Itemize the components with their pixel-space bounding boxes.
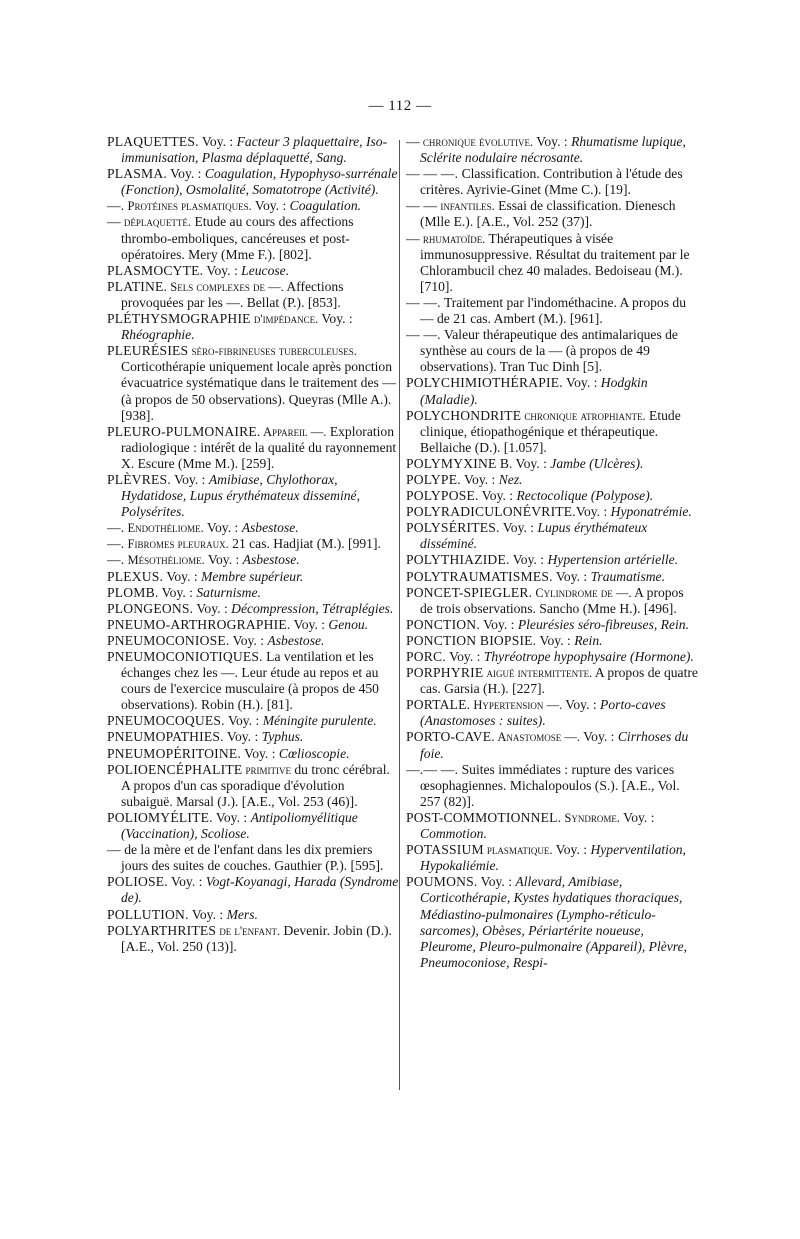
entry-text: Essai de classification. Dienesch (Mlle E.). [A.E., Vol. 252 (37)]. xyxy=(420,198,676,230)
entry-qualifier: rhumatoïde. xyxy=(419,231,486,246)
index-entry xyxy=(107,907,399,923)
entry-heading: POLYMYXINE xyxy=(406,455,497,471)
index-entry xyxy=(107,134,399,166)
index-entry xyxy=(107,214,399,262)
entry-text: La ventilation et les échanges chez les —. Leur étude au repos et au cours de l'exercice musculaire (à propos de 450 observations). Robin (H.). [81]. xyxy=(121,649,379,713)
entry-text: Voy. : xyxy=(251,198,290,214)
index-entry xyxy=(107,520,399,536)
entry-heading: — —. xyxy=(406,294,441,310)
entry-crossref: Coagulation. xyxy=(289,198,362,214)
entry-crossref: Rhéographie. xyxy=(121,327,195,343)
entry-qualifier: Hypertension —. xyxy=(470,698,563,713)
entry-heading: —. xyxy=(107,552,125,568)
entry-text: Voy. : xyxy=(536,632,575,648)
entry-text: Voy. : xyxy=(445,649,484,664)
entry-text: Voy. : xyxy=(240,745,279,761)
index-entry xyxy=(406,134,698,166)
entry-text: Voy. : xyxy=(163,568,202,584)
entry-crossref: Rein. xyxy=(574,632,603,648)
entry-qualifier: séro-fibrineuses tuberculeuses. xyxy=(188,344,357,359)
entry-crossref: Cœlioscopie. xyxy=(278,745,350,761)
entry-text: Voy. : xyxy=(552,842,591,858)
index-entry xyxy=(406,375,698,407)
entry-heading: —. xyxy=(107,520,125,536)
entry-heading: POLYPE. xyxy=(406,471,461,487)
entry-text: Voy. : xyxy=(579,729,618,745)
index-entry xyxy=(107,874,399,906)
entry-crossref: Antipoliomyélitique (Vaccination), Scoliose. xyxy=(121,809,358,842)
entry-heading: POLIOMYÉLITE. xyxy=(107,809,213,825)
entry-crossref: Lupus érythémateux disséminé. xyxy=(420,520,648,552)
entry-heading: PONCTION BIOPSIE. xyxy=(406,632,537,648)
index-entry xyxy=(107,729,399,745)
entry-crossref: Nez. xyxy=(498,471,523,487)
entry-crossref: Coagulation, Hypophyso-surrénale (Fonction), Osmolalité, Somatotrope (Activité). xyxy=(121,166,398,198)
entry-crossref: Rhumatisme lupique, Sclérite nodulaire nécrosante. xyxy=(420,134,686,166)
index-entry xyxy=(107,746,399,762)
entry-text: Voy. : xyxy=(224,713,263,729)
entry-text: A propos de trois observations. Sancho (Mme H.). [496]. xyxy=(420,584,684,616)
entry-text: Voy. : xyxy=(203,262,242,278)
index-entry xyxy=(107,842,399,874)
index-entry xyxy=(107,713,399,729)
entry-heading: PLASMOCYTE. xyxy=(107,262,204,278)
entry-text: Voy. : xyxy=(188,906,227,922)
entry-text: Voy. : xyxy=(479,616,518,632)
entry-text: Valeur thérapeutique des antimalariques de synthèse au cours de la — (à propos de 49 observations). Tran Tuc Dinh [5]. xyxy=(420,327,678,375)
entry-text: B. Voy. : xyxy=(496,455,551,471)
entry-text: Voy. : xyxy=(318,311,353,327)
entry-heading: PLONGEONS. xyxy=(107,600,194,616)
index-entry xyxy=(107,279,399,311)
index-entry xyxy=(107,649,399,713)
index-entry xyxy=(406,762,698,810)
entry-heading: POTASSIUM xyxy=(406,842,484,858)
index-entry xyxy=(107,617,399,633)
entry-qualifier: Syndrome. xyxy=(561,810,620,825)
entry-heading: PLÉTHYSMOGRAPHIE xyxy=(107,311,251,327)
index-entry xyxy=(107,569,399,585)
entry-crossref: Genou. xyxy=(328,616,369,632)
entry-qualifier: Protéines plasmatiques. xyxy=(124,199,252,214)
entry-heading: PLEURÉSIES xyxy=(107,343,189,359)
index-entry xyxy=(107,762,399,810)
entry-heading: PNEUMOCONIOSE. xyxy=(107,632,230,648)
entry-text: Voy. : xyxy=(477,874,516,890)
entry-heading: PLOMB. xyxy=(107,584,159,600)
entry-crossref: Saturnisme. xyxy=(196,584,261,600)
page-number: — 112 — xyxy=(368,98,432,114)
entry-heading: — xyxy=(406,134,420,149)
entry-qualifier: chronique évolutive. xyxy=(419,135,534,149)
index-entry xyxy=(107,601,399,617)
entry-crossref: Membre supérieur. xyxy=(201,568,304,584)
entry-heading: PORC. xyxy=(406,649,446,664)
entry-heading: POLYARTHRITES xyxy=(107,922,217,938)
entry-heading: POUMONS. xyxy=(406,874,478,890)
index-entry xyxy=(406,569,698,585)
index-entry xyxy=(406,649,698,665)
index-entry xyxy=(406,504,698,520)
entry-text: Voy. : xyxy=(460,471,499,487)
entry-text: A propos de quatre cas. Garsia (H.). [227]. xyxy=(420,665,698,697)
entry-heading: —. xyxy=(107,198,125,214)
index-entry xyxy=(107,343,399,423)
entry-crossref: Hyperventilation, Hypokaliémie. xyxy=(420,842,686,874)
entry-crossref: Allevard, Amibiase, Corticothérapie, Kystes hydatiques thoraciques, Médiastino-pulmonaires (Lympho-réticulo-sarcomes), Obèses, Périartérite noueuse, Pleurome, Pleuro-pulmonaire (Appareil), Plèvre, Pneumoconiose, Respi- xyxy=(420,874,688,970)
entry-qualifier: aiguë intermittente. xyxy=(483,666,593,681)
entry-heading: PNEUMOCONIOTIQUES. xyxy=(107,649,263,664)
column-divider xyxy=(399,140,400,1090)
entry-text: Suites immédiates : rupture des varices œsophagiennes. Michalopoulos (S.). [A.E., Vol. 257 (82)]. xyxy=(420,761,680,809)
entry-heading: PNEUMO-ARTHROGRAPHIE. xyxy=(107,616,291,632)
index-entry xyxy=(107,552,399,568)
entry-text: Voy. : xyxy=(204,552,243,568)
entry-text: Voy. : xyxy=(499,520,538,536)
entry-text: Voy. : xyxy=(203,520,242,536)
entry-crossref: Asbestose. xyxy=(267,632,325,648)
index-entry xyxy=(406,408,698,456)
index-entry xyxy=(406,585,698,617)
entry-heading: PORTALE. xyxy=(406,697,471,713)
entry-text: Voy. : xyxy=(478,488,517,504)
index-entry xyxy=(107,166,399,198)
entry-text: Voy. : xyxy=(198,134,237,149)
entry-qualifier: de l'enfant. xyxy=(216,923,281,938)
index-entry xyxy=(107,263,399,279)
entry-heading: PORTO-CAVE. xyxy=(406,729,495,745)
index-entry xyxy=(406,472,698,488)
index-entry xyxy=(406,456,698,472)
index-entry xyxy=(107,536,399,552)
entry-heading: PLASMA. xyxy=(107,166,167,182)
entry-crossref: Hyponatrémie. xyxy=(610,504,692,520)
entry-text: Voy. : xyxy=(170,471,209,487)
entry-qualifier: chronique atrophiante. xyxy=(521,408,646,423)
index-entry xyxy=(406,166,698,198)
entry-qualifier: Endothéliome. xyxy=(124,521,204,536)
entry-qualifier: déplaquetté. xyxy=(120,215,192,230)
entry-text: Voy. : xyxy=(290,616,329,632)
index-entry xyxy=(406,488,698,504)
index-entry xyxy=(406,552,698,568)
entry-crossref: Décompression, Tétraplégies. xyxy=(231,600,394,616)
entry-crossref: Pleurésies séro-fibreuses, Rein. xyxy=(517,616,689,632)
entry-qualifier: Mésothéliome. xyxy=(124,553,205,568)
entry-heading: POLYSÉRITES. xyxy=(406,520,500,536)
entry-heading: POLIOENCÉPHALITE xyxy=(107,761,243,777)
entry-heading: — xyxy=(107,842,121,858)
left-column xyxy=(107,134,399,955)
entry-crossref: Jambe (Ulcères). xyxy=(550,455,644,471)
entry-crossref: Hodgkin (Maladie). xyxy=(420,375,648,407)
index-entry xyxy=(406,327,698,375)
entry-heading: PLÈVRES. xyxy=(107,471,171,487)
entry-crossref: Mers. xyxy=(226,906,258,922)
index-entry xyxy=(406,198,698,230)
entry-text: du tronc cérébral. A propos d'un cas sporadique d'évolution subaiguë. Marsal (J.). [A.E., Vol. 253 (46)]. xyxy=(121,761,390,809)
index-entry xyxy=(406,231,698,295)
entry-text: Exploration radiologique : intérêt de la qualité du rayonnement X. Escure (Mme M.). [259]. xyxy=(121,423,397,471)
index-entry xyxy=(107,311,399,343)
entry-heading: PLAQUETTES. xyxy=(107,134,199,149)
index-entry xyxy=(107,198,399,214)
index-entry xyxy=(107,424,399,472)
entry-text: Thérapeutiques à visée immunosuppressive. Résultat du traitement par le Chlorambucil chez 40 malades. Bedoiseau (M.). [710]. xyxy=(420,230,690,294)
entry-heading: — —. xyxy=(406,327,441,343)
index-entry xyxy=(406,697,698,729)
entry-text: Etude au cours des affections thrombo-emboliques, cancéreuses et post-opératoires. Mery (Mme F.). [802]. xyxy=(121,214,354,262)
entry-heading: POLYCHIMIOTHÉRAPIE. xyxy=(406,375,563,391)
entry-text: de la mère et de l'enfant dans les dix premiers jours des suites de couches. Gauthier (P.). [595]. xyxy=(120,842,384,874)
entry-crossref: Commotion. xyxy=(420,826,487,842)
entry-heading: — xyxy=(406,230,420,246)
entry-text: Voy. : xyxy=(533,134,572,149)
entry-text: Voy. : xyxy=(562,375,601,391)
index-entry xyxy=(107,472,399,520)
entry-heading: POLYTHIAZIDE. xyxy=(406,552,510,568)
entry-text: Voy. : xyxy=(167,874,206,890)
entry-crossref: Traumatisme. xyxy=(590,568,665,584)
entry-heading: — — xyxy=(406,198,438,214)
entry-crossref: Porto-caves (Anastomoses : suites). xyxy=(420,697,666,729)
entry-heading: — xyxy=(107,214,121,230)
entry-qualifier: d'impédance. xyxy=(250,312,319,327)
entry-crossref: Vogt-Koyanagi, Harada (Syndrome de). xyxy=(121,874,399,906)
entry-text: Voy. : xyxy=(193,600,232,616)
entry-qualifier: Cylindrome de —. xyxy=(532,585,632,600)
entry-crossref: Typhus. xyxy=(261,729,304,745)
entry-text: Voy. : xyxy=(575,504,611,520)
entry-text: Devenir. Jobin (D.). [A.E., Vol. 250 (13)]. xyxy=(121,922,392,954)
entry-qualifier: Appareil —. xyxy=(260,424,327,439)
entry-heading: PONCTION. xyxy=(406,616,480,632)
entry-text: Voy. : xyxy=(562,697,601,713)
index-entry xyxy=(406,633,698,649)
index-entry xyxy=(107,923,399,955)
index-entry xyxy=(406,874,698,971)
entry-crossref: Cirrhoses du foie. xyxy=(420,729,689,761)
entry-text: Corticothérapie uniquement locale après ponction évacuatrice systématique dans le traitement des — (à propos de 50 observations). Queyras (Mlle A.). [938]. xyxy=(121,359,396,423)
right-column xyxy=(406,134,698,971)
index-entry xyxy=(107,585,399,601)
entry-qualifier: primitive xyxy=(242,762,291,777)
entry-text: Voy. : xyxy=(223,729,262,745)
entry-heading: PNEUMOPATHIES. xyxy=(107,729,224,745)
entry-text: Etude clinique, étiopathogénique et thérapeutique. Bellaiche (D.). [1.057]. xyxy=(420,407,681,455)
entry-crossref: Méningite purulente. xyxy=(262,713,377,729)
entry-heading: POLYCHONDRITE xyxy=(406,407,522,423)
entry-heading: POLYRADICULONÉVRITE. xyxy=(406,504,576,520)
entry-text: Classification. Contribution à l'étude des critères. Ayrivie-Ginet (Mme C.). [19]. xyxy=(420,166,683,198)
entry-heading: — — —. xyxy=(406,166,459,182)
index-entry xyxy=(406,665,698,697)
entry-qualifier: infantiles. xyxy=(437,199,495,214)
entry-crossref: Leucose. xyxy=(241,262,290,278)
entry-qualifier: Anastomose —. xyxy=(494,730,580,745)
entry-heading: PNEUMOCOQUES. xyxy=(107,713,225,729)
entry-crossref: Thyréotrope hypophysaire (Hormone). xyxy=(483,649,694,664)
entry-crossref: Hypertension artérielle. xyxy=(547,552,679,568)
entry-text: Voy. : xyxy=(212,809,251,825)
entry-text: Voy. : xyxy=(158,584,197,600)
entry-heading: PORPHYRIE xyxy=(406,665,484,681)
entry-heading: PONCET-SPIEGLER. xyxy=(406,584,533,600)
entry-crossref: Asbestose. xyxy=(241,520,299,536)
entry-heading: POLYTRAUMATISMES. xyxy=(406,568,553,584)
index-entry xyxy=(406,295,698,327)
entry-text: Voy. : xyxy=(619,809,655,825)
entry-heading: POLYPOSE. xyxy=(406,488,479,504)
index-entry xyxy=(406,810,698,842)
index-entry xyxy=(107,810,399,842)
entry-heading: POLIOSE. xyxy=(107,874,168,890)
entry-heading: POLLUTION. xyxy=(107,906,189,922)
entry-heading: —.— —. xyxy=(406,761,459,777)
entry-text: Affections provoquées par les —. Bellat (P.). [853]. xyxy=(121,278,344,310)
index-entry xyxy=(406,842,698,874)
entry-text: Traitement par l'indométhacine. A propos du — de 21 cas. Ambert (M.). [961]. xyxy=(420,294,687,327)
entry-qualifier: plasmatique. xyxy=(483,843,553,858)
entry-crossref: Facteur 3 plaquettaire, Iso-immunisation, Plasma déplaquetté, Sang. xyxy=(121,134,388,166)
entry-heading: PLATINE. xyxy=(107,278,168,294)
entry-text: 21 cas. Hadjiat (M.). [991]. xyxy=(228,536,381,552)
index-entry xyxy=(107,633,399,649)
entry-heading: POST-COMMOTIONNEL. xyxy=(406,809,562,825)
entry-qualifier: Sels complexes de —. xyxy=(167,279,284,294)
entry-qualifier: Fibromes pleuraux. xyxy=(124,537,229,552)
entry-crossref: Rectocolique (Polypose). xyxy=(516,488,654,504)
entry-heading: —. xyxy=(107,536,125,552)
entry-heading: PLEURO-PULMONAIRE. xyxy=(107,423,261,439)
index-entry xyxy=(406,729,698,761)
entry-text: Voy. : xyxy=(552,568,591,584)
index-entry xyxy=(406,617,698,633)
entry-heading: PNEUMOPÉRITOINE. xyxy=(107,745,241,761)
entry-text: Voy. : xyxy=(166,166,205,182)
entry-crossref: Asbestose. xyxy=(242,552,300,568)
entry-text: Voy. : xyxy=(509,552,548,568)
entry-crossref: Amibiase, Chylothorax, Hydatidose, Lupus érythémateux disseminé, Polysérites. xyxy=(121,471,360,520)
index-entry xyxy=(406,520,698,552)
entry-heading: PLEXUS. xyxy=(107,568,164,584)
entry-text: Voy. : xyxy=(229,632,268,648)
